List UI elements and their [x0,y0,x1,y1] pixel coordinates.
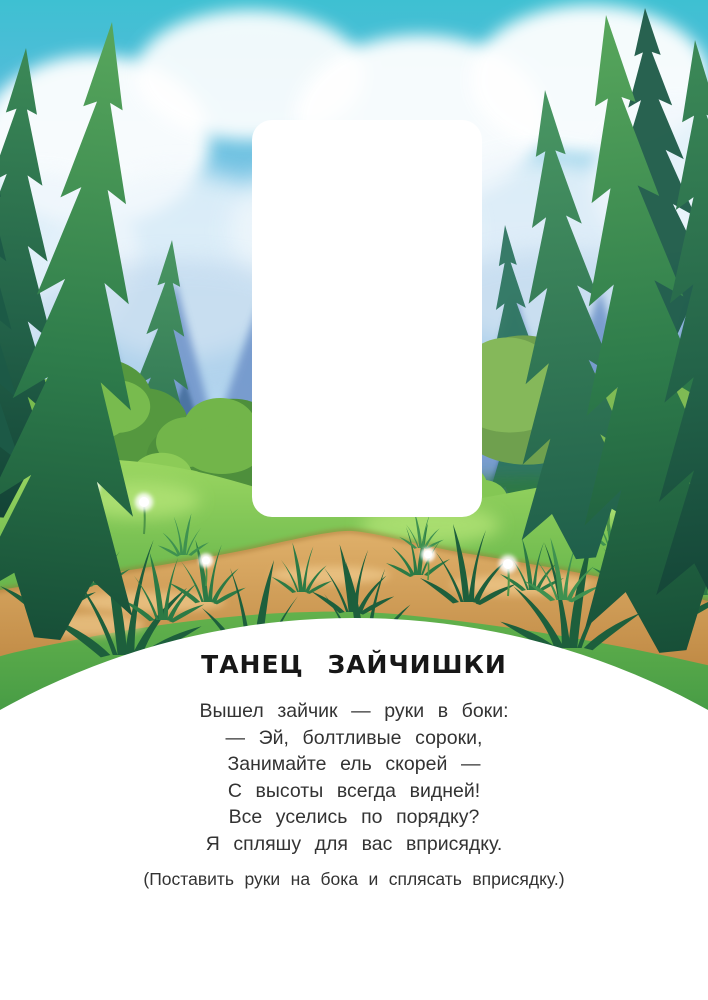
poem-line: Я спляшу для вас вприсядку. [205,832,503,855]
poem-line: — Эй, болтливые сороки, [225,726,483,749]
photo-frame [252,120,482,517]
poem-title: ТАНЕЦ ЗАЙЧИШКИ [201,650,507,679]
poem-line: С высоты всегда видней! [227,779,481,802]
poem-section [0,650,708,890]
instruction-note: (Поставить руки на бока и сплясать вприсядку.) [143,869,565,889]
poem-line: Занимайте ель скорей — [227,753,481,775]
poem-line: Вышел зайчик — руки в боки: [199,700,509,722]
poem-line: Все уселись по порядку? [228,806,480,828]
poem-text [0,698,708,857]
